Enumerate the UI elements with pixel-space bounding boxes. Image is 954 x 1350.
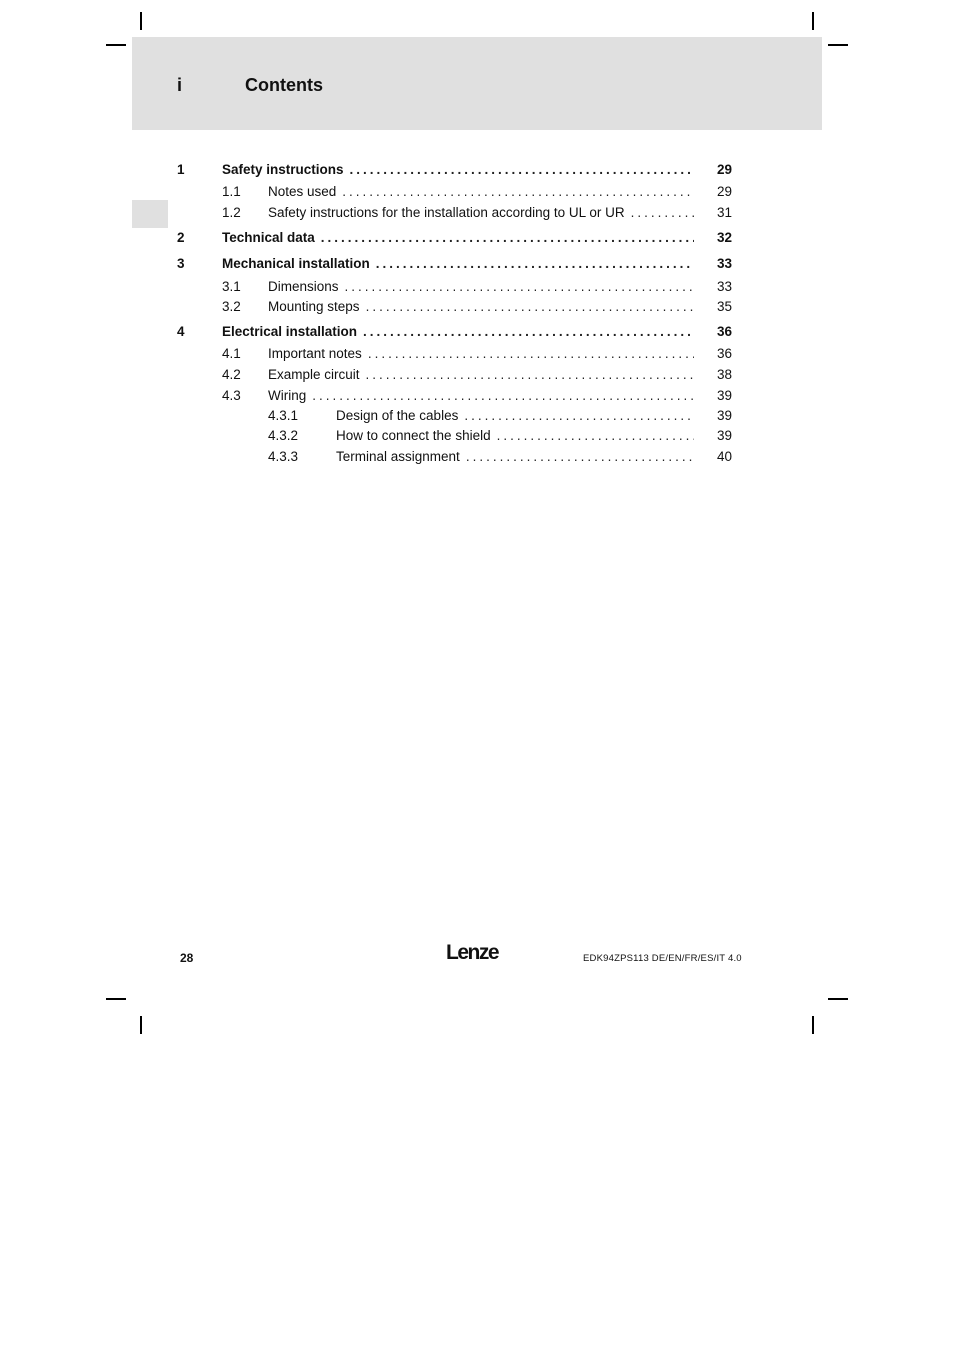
toc-entry[interactable] — [0, 426, 954, 446]
toc-label: Notes used — [268, 184, 337, 199]
toc-leader-dots — [466, 447, 694, 467]
crop-mark — [140, 1016, 142, 1034]
toc-number: 4.3.2 — [268, 428, 299, 443]
toc-entry[interactable] — [0, 297, 954, 317]
toc-page-number: 32 — [716, 230, 732, 245]
toc-page-number: 36 — [716, 346, 732, 361]
toc-leader-dots — [345, 277, 694, 297]
toc-leader-dots — [350, 160, 694, 180]
toc-page-number: 33 — [716, 279, 732, 294]
toc-number: 3.1 — [222, 279, 241, 294]
toc-number: 1.2 — [222, 205, 241, 220]
toc-leader-dots — [376, 254, 694, 274]
toc-label: Safety instructions for the installation according to UL or UR — [268, 205, 625, 220]
toc-label: Electrical installation — [222, 324, 358, 339]
toc-entry[interactable] — [0, 160, 954, 180]
toc-leader-dots — [464, 406, 694, 426]
toc-number: 4.3.1 — [268, 408, 299, 423]
toc-number: 3.2 — [222, 299, 241, 314]
toc-page-number: 39 — [716, 388, 732, 403]
toc-leader-dots — [342, 182, 694, 202]
toc-entry[interactable] — [0, 182, 954, 202]
crop-mark — [812, 1016, 814, 1034]
toc-entry[interactable] — [0, 203, 954, 223]
toc-page-number: 36 — [716, 324, 732, 339]
document-id: EDK94ZPS113 DE/EN/FR/ES/IT 4.0 — [583, 953, 742, 964]
toc-number: 3 — [177, 256, 185, 271]
toc-label: Technical data — [222, 230, 315, 245]
toc-page-number: 29 — [716, 184, 732, 199]
toc-number: 1.1 — [222, 184, 241, 199]
toc-page-number: 38 — [716, 367, 732, 382]
lenze-logo: Lenze — [446, 941, 499, 964]
toc-number: 4.2 — [222, 367, 241, 382]
toc-number: 2 — [177, 230, 185, 245]
toc-entry[interactable] — [0, 228, 954, 248]
page-number: 28 — [180, 951, 194, 965]
toc-number: 1 — [177, 162, 185, 177]
toc-page-number: 40 — [716, 449, 732, 464]
toc-page-number: 29 — [716, 162, 732, 177]
toc-entry[interactable] — [0, 322, 954, 342]
header-band — [132, 37, 822, 130]
toc-entry[interactable] — [0, 344, 954, 364]
toc-leader-dots — [321, 228, 694, 248]
toc-entry[interactable] — [0, 447, 954, 467]
toc-page-number: 39 — [716, 408, 732, 423]
toc-entry[interactable] — [0, 406, 954, 426]
toc-label: Important notes — [268, 346, 362, 361]
toc-page-number: 33 — [716, 256, 732, 271]
crop-mark — [140, 12, 142, 30]
crop-mark — [828, 998, 848, 1000]
toc-label: Mounting steps — [268, 299, 360, 314]
toc-entry[interactable] — [0, 365, 954, 385]
toc-entry[interactable] — [0, 386, 954, 406]
toc-leader-dots — [363, 322, 694, 342]
toc-label: Terminal assignment — [336, 449, 460, 464]
toc-label: Example circuit — [268, 367, 360, 382]
section-marker: i — [177, 75, 183, 95]
toc-page-number: 39 — [716, 428, 732, 443]
toc-number: 4.3.3 — [268, 449, 299, 464]
toc-leader-dots — [366, 297, 694, 317]
toc-label: Design of the cables — [336, 408, 459, 423]
crop-mark — [106, 44, 126, 46]
toc-label: How to connect the shield — [336, 428, 491, 443]
toc-label: Wiring — [268, 388, 307, 403]
toc-label: Dimensions — [268, 279, 339, 294]
toc-leader-dots — [497, 426, 694, 446]
toc-page-number: 31 — [716, 205, 732, 220]
toc-number: 4 — [177, 324, 185, 339]
toc-leader-dots — [631, 203, 694, 223]
crop-mark — [828, 44, 848, 46]
crop-mark — [106, 998, 126, 1000]
toc-label: Mechanical installation — [222, 256, 370, 271]
toc-label: Safety instructions — [222, 162, 344, 177]
toc-number: 4.1 — [222, 346, 241, 361]
crop-mark — [812, 12, 814, 30]
toc-page-number: 35 — [716, 299, 732, 314]
toc-leader-dots — [366, 365, 694, 385]
toc-leader-dots — [368, 344, 694, 364]
toc-entry[interactable] — [0, 277, 954, 297]
toc-number: 4.3 — [222, 388, 241, 403]
toc-entry[interactable] — [0, 254, 954, 274]
page-title: Contents — [245, 75, 323, 95]
toc-leader-dots — [312, 386, 694, 406]
